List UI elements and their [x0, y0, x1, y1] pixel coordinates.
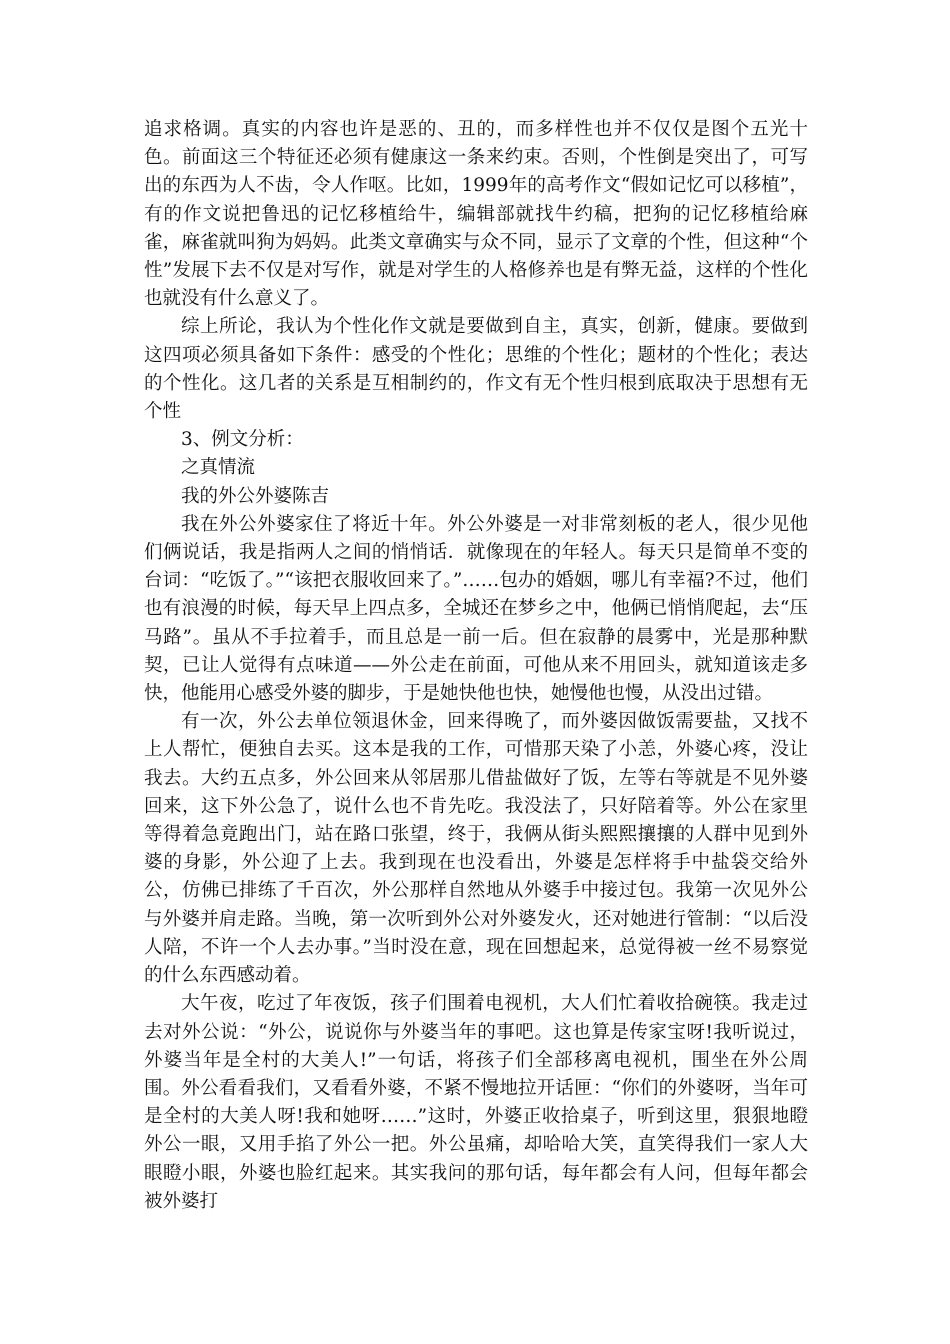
section-heading-example-analysis: 3、例文分析： [181, 429, 304, 451]
paragraph-summary-conclusion: 综上所论，我认为个性化作文就是要做到自主，真实，创新，健康。要做到这四项必须具备如下条件：感受的个性化；思维的个性化；题材的个性化；表达的个性化。这几者的关系是互相制约的，作文有无个性归根到底取决于思想有无个性 [144, 316, 808, 423]
subheading-true-feelings: 之真情流 [181, 457, 256, 479]
essay-title-author: 我的外公外婆陈吉 [181, 485, 330, 507]
paragraph-individuality-health: 追求格调。真实的内容也许是恶的、丑的，而多样性也并不仅仅是图个五光十色。前面这三个特征还必须有健康这一条来约束。否则，个性倒是突出了，可写出的东西为人不齿，令人作呕。比如，1999年的高考作文“假如记忆可以移植”，有的作文说把鲁迅的记忆移植给牛，编辑部就找牛约稿，把狗的记忆移植给麻雀，麻雀就叫狗为妈妈。此类文章确实与众不同，显示了文章的个性，但这种“个性”发展下去不仅是对写作，就是对学生的人格修养也是有弊无益，这样的个性化也就没有什么意义了。 [144, 119, 808, 310]
essay-paragraph-new-years-eve: 大午夜，吃过了年夜饭，孩子们围着电视机，大人们忙着收拾碗筷。我走过去对外公说：“外公，说说你与外婆当年的事吧。这也算是传家宝呀!我听说过，外婆当年是全村的大美人!”一句话，将孩子们全部移离电视机，围坐在外公周围。外公看看我们，又看看外婆，不紧不慢地拉开话匣：“你们的外婆呀，当年可是全村的大美人呀!我和她呀……”这时，外婆正收拾桌子，听到这里，狠狠地瞪外公一眼，又用手掐了外公一把。外公虽痛，却哈哈大笑，直笑得我们一家人大眼瞪小眼，外婆也脸红起来。其实我问的那句话，每年都会有人问，但每年都会被外婆打 [144, 993, 808, 1212]
essay-paragraph-morning-walk: 我在外公外婆家住了将近十年。外公外婆是一对非常刻板的老人，很少见他们俩说话，我是指两人之间的悄悄话．就像现在的年轻人。每天只是简单不变的台词：“吃饭了。”“该把衣服收回来了。”……包办的婚姻，哪儿有幸福?不过，他们也有浪漫的时候，每天早上四点多，全城还在梦乡之中，他俩已悄悄爬起，去“压马路”。虽从不手拉着手，而且总是一前一后。但在寂静的晨雾中，光是那种默契，已让人觉得有点味道——外公走在前面，可他从来不用回头，就知道该走多快，他能用心感受外婆的脚步，于是她快他也快，她慢他也慢，从没出过错。 [144, 513, 808, 705]
essay-paragraph-buying-salt: 有一次，外公去单位领退休金，回来得晚了，而外婆因做饭需要盐，又找不上人帮忙，便独自去买。这本是我的工作，可惜那天染了小恙，外婆心疼，没让我去。大约五点多，外公回来从邻居那儿借盐做好了饭，左等右等就是不见外婆回来，这下外公急了，说什么也不肯先吃。我没法了，只好陪着等。外公在家里等得着急竟跑出门，站在路口张望，终于，我俩从街头熙熙攘攘的人群中见到外婆的身影，外公迎了上去。我到现在也没看出，外婆是怎样将手中盐袋交给外公，仿佛已排练了千百次，外公那样自然地从外婆手中接过包。我第一次见外公与外婆并肩走路。当晚，第一次听到外公对外婆发火，还对她进行管制：“以后没人陪，不许一个人去办事。”当时没在意，现在回想起来，总觉得被一丝不易察觉的什么东西感动着。 [144, 711, 808, 987]
document-page [144, 116, 808, 1216]
